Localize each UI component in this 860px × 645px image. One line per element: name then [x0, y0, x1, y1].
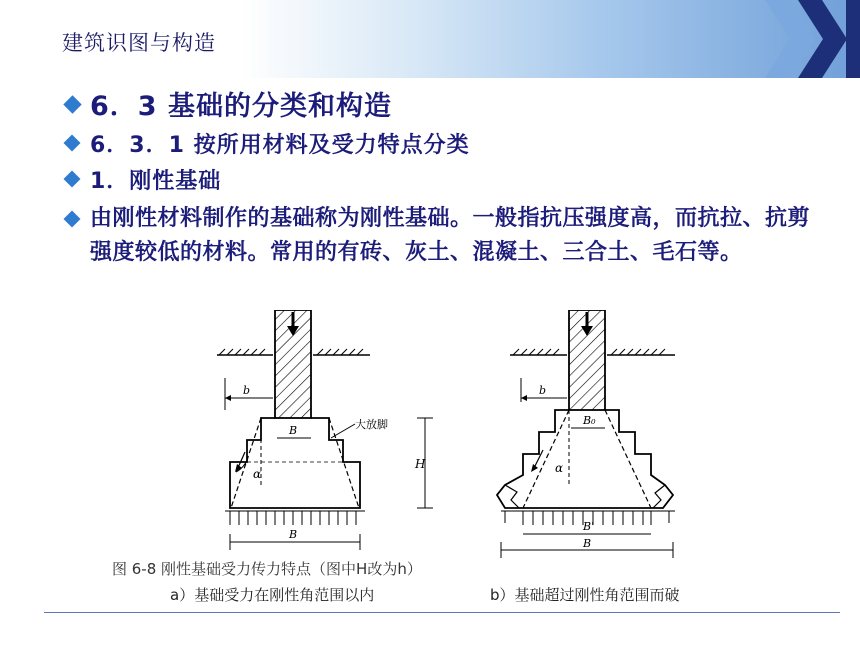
figure-sub-caption-a: a）基础受力在刚性角范围以内: [170, 586, 375, 604]
chevron-decoration-icon: [760, 0, 860, 78]
figure-caption: 图 6-8 刚性基础受力传力特点（图中H改为h）: [112, 560, 422, 578]
bullet-text: 6．3 基础的分类和构造: [90, 91, 392, 122]
bullet-text: 1．刚性基础: [90, 169, 222, 194]
figure-a: [217, 310, 433, 550]
bullet-item: [60, 164, 820, 202]
label-B-bottom-b: B: [583, 537, 592, 550]
label-dafangjiao: 大放脚: [355, 418, 388, 431]
label-Bprime: B': [583, 520, 595, 533]
bullet-subsection: [60, 128, 820, 164]
diamond-bullet-icon: [64, 135, 81, 152]
label-alpha-b: α: [555, 461, 564, 475]
bullet-text: 由刚性材料制作的基础称为刚性基础。一般指抗压强度高，而抗拉、抗剪强度较低的材料。常用的有砖、灰土、混凝土、三合土、毛石等。: [90, 206, 811, 265]
figure-sub-caption-b: b）基础超过刚性角范围而破: [490, 586, 680, 604]
diamond-bullet-icon: [64, 211, 81, 228]
label-B-bottom-a: B: [289, 528, 298, 541]
diamond-bullet-icon: [64, 171, 81, 188]
label-H: H: [415, 457, 426, 471]
rigid-foundation-figure: [205, 310, 705, 560]
label-B-a: B: [289, 424, 298, 437]
footer-divider: [44, 612, 840, 613]
right-sidebar: [838, 78, 860, 645]
bullet-list: [60, 84, 820, 270]
label-alpha-a: α: [253, 467, 262, 481]
bullet-paragraph: [60, 202, 810, 270]
slide-header-title: 建筑识图与构造: [62, 31, 216, 55]
label-b-b: b: [539, 384, 547, 397]
diamond-bullet-icon: [63, 95, 81, 113]
label-B0: B₀: [583, 414, 596, 427]
bullet-text: 6．3．1 按所用材料及受力特点分类: [90, 133, 470, 158]
bullet-section-title: [60, 84, 820, 124]
figure-b: [497, 310, 675, 558]
label-b-a: b: [243, 384, 251, 397]
